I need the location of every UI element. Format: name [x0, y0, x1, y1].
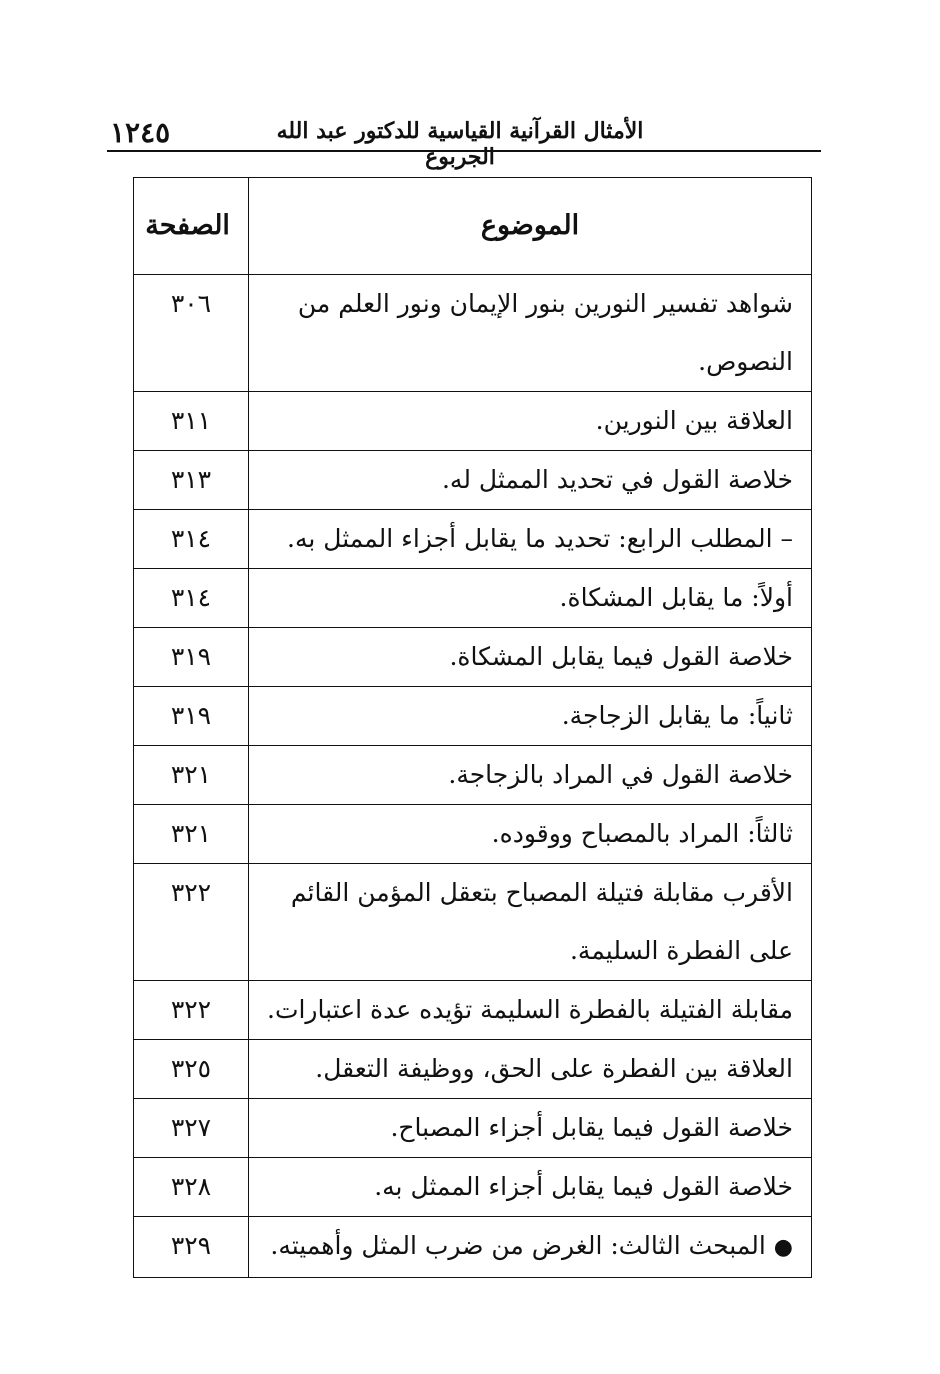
page-cell: ٣٢٩ — [134, 1217, 249, 1278]
page-cell: ٣٢٨ — [134, 1158, 249, 1217]
table-row — [134, 981, 812, 1040]
page-cell: ٣١١ — [134, 392, 249, 451]
page-cell: ٣١٣ — [134, 451, 249, 510]
table-row — [134, 1217, 812, 1278]
topic-cell: خلاصة القول فيما يقابل أجزاء الممثل به. — [248, 1158, 811, 1217]
page-cell: ٣٢٧ — [134, 1099, 249, 1158]
bullet-icon: ● — [773, 1235, 793, 1260]
table-of-contents — [133, 177, 812, 1278]
topic-cell: ثانياً: ما يقابل الزجاجة. — [248, 687, 811, 746]
page-cell: ٣٢٢ — [134, 864, 249, 981]
page-cell: ٣١٤ — [134, 569, 249, 628]
table-row — [134, 805, 812, 864]
table-row — [134, 510, 812, 569]
table-row — [134, 451, 812, 510]
page-cell: ٣٠٦ — [134, 275, 249, 392]
page-cell: ٣١٩ — [134, 628, 249, 687]
topic-text: المبحث الثالث: الغرض من ضرب المثل وأهميته. — [270, 1231, 766, 1260]
topic-cell-with-bullet — [248, 1217, 811, 1278]
table-row — [134, 275, 812, 392]
topic-cell: الأقرب مقابلة فتيلة المصباح بتعقل المؤمن القائم على الفطرة السليمة. — [248, 864, 811, 981]
topic-cell: مقابلة الفتيلة بالفطرة السليمة تؤيده عدة اعتبارات. — [248, 981, 811, 1040]
topic-cell: – المطلب الرابع: تحديد ما يقابل أجزاء الممثل به. — [248, 510, 811, 569]
topic-cell: أولاً: ما يقابل المشكاة. — [248, 569, 811, 628]
page-cell: ٣٢٢ — [134, 981, 249, 1040]
table-row — [134, 1040, 812, 1099]
topic-cell: خلاصة القول فيما يقابل المشكاة. — [248, 628, 811, 687]
table-row — [134, 628, 812, 687]
table-row — [134, 1158, 812, 1217]
topic-cell: ثالثاً: المراد بالمصباح ووقوده. — [248, 805, 811, 864]
header-rule — [107, 150, 821, 152]
table-row — [134, 569, 812, 628]
column-header-topic: الموضوع — [248, 178, 811, 275]
table-row — [134, 746, 812, 805]
column-header-page: الصفحة — [134, 178, 249, 275]
table-row — [134, 687, 812, 746]
table-row — [134, 864, 812, 981]
table-row — [134, 1099, 812, 1158]
table-header-row — [134, 178, 812, 275]
page-cell: ٣١٤ — [134, 510, 249, 569]
topic-cell: شواهد تفسير النورين بنور الإيمان ونور العلم من النصوص. — [248, 275, 811, 392]
page-cell: ٣١٩ — [134, 687, 249, 746]
table-row — [134, 392, 812, 451]
page-cell: ٣٢١ — [134, 805, 249, 864]
running-title: الأمثال القرآنية القياسية للدكتور عبد الله الجربوع — [276, 118, 644, 170]
page-number: ١٢٤٥ — [110, 116, 171, 149]
page-cell: ٣٢٥ — [134, 1040, 249, 1099]
topic-cell: العلاقة بين النورين. — [248, 392, 811, 451]
topic-cell: خلاصة القول في المراد بالزجاجة. — [248, 746, 811, 805]
page-cell: ٣٢١ — [134, 746, 249, 805]
topic-cell: خلاصة القول في تحديد الممثل له. — [248, 451, 811, 510]
topic-cell: خلاصة القول فيما يقابل أجزاء المصباح. — [248, 1099, 811, 1158]
topic-cell: العلاقة بين الفطرة على الحق، ووظيفة التعقل. — [248, 1040, 811, 1099]
